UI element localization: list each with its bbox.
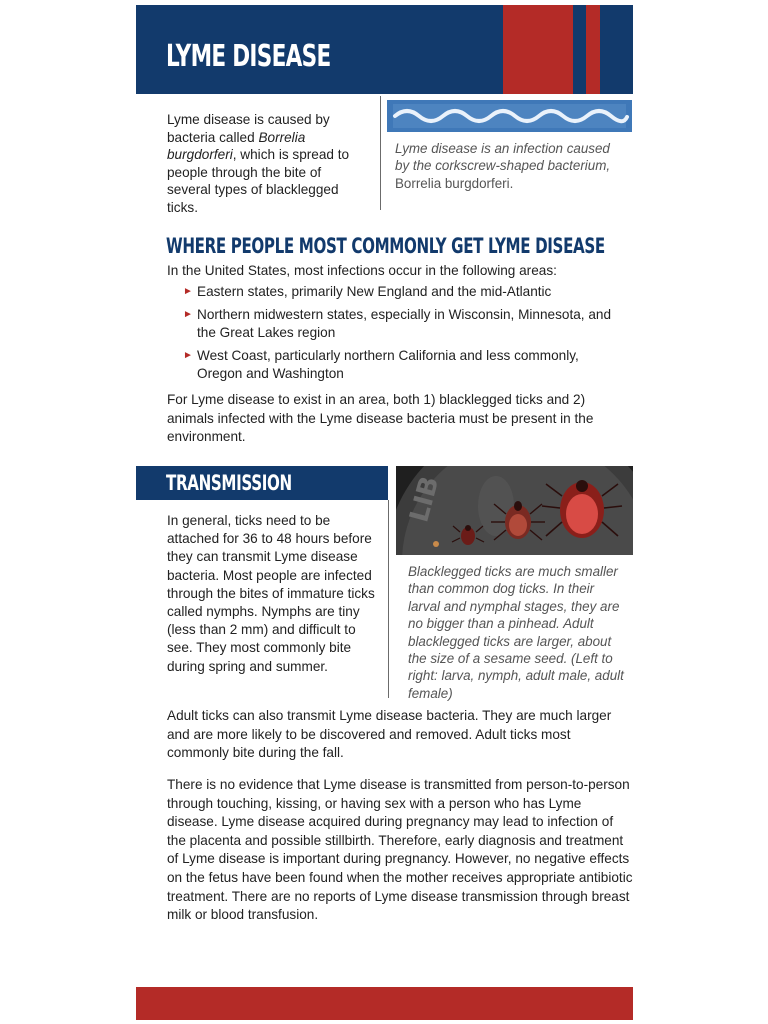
intro-text: Lyme disease is caused by bacteria called <box>167 112 330 145</box>
caption-species: Borrelia burgdorferi. <box>395 175 514 191</box>
list-item-text: Eastern states, primarily New England and the mid-Atlantic <box>197 284 552 299</box>
region-list <box>183 283 613 388</box>
fact-sheet <box>136 0 633 1024</box>
coin-lettering: LIB <box>404 473 446 526</box>
list-item <box>183 306 613 343</box>
banner-stripe-narrow <box>586 5 600 94</box>
bullet-arrow-icon: ► <box>183 349 193 361</box>
intro-paragraph <box>167 111 367 217</box>
transmission-paragraph: In general, ticks need to be attached for 36 to 48 hours before they can transmit Lyme disease bacteria. Most people are infected through the bites of immature ticks called nymphs. Nymphs are tiny (less than 2 mm) and difficult to see. They most commonly bite during spring and summer. <box>167 513 375 674</box>
ticks-svg <box>396 466 633 555</box>
section-heading-transmission: TRANSMISSION <box>166 471 292 495</box>
bullet-arrow-icon: ► <box>183 286 193 297</box>
bacterium-svg <box>387 100 632 132</box>
species-name: Borrelia burgdorferi <box>167 129 306 163</box>
ticks-caption: Blacklegged ticks are much smaller than common dog ticks. In their larval and nymphal stages, they are no bigger than a pinhead. Adult blacklegged ticks are larger, about the size of a sesame seed. (Left to right: larva, nymph, adult male, adult female) <box>408 564 624 701</box>
section-heading-where: WHERE PEOPLE MOST COMMONLY GET LYME DISEASE <box>166 234 605 258</box>
caption-text: Lyme disease is an infection caused by the corkscrew-shaped bacterium, <box>395 141 611 174</box>
footer-bar <box>136 987 633 1020</box>
bullet-arrow-icon: ► <box>183 308 193 320</box>
list-item-text: West Coast, particularly northern California and less commonly, Oregon and Washington <box>197 347 579 382</box>
bacterium-caption <box>395 140 615 192</box>
pregnancy-paragraph: There is no evidence that Lyme disease is transmitted from person-to-person through touching, kissing, or having sex with a person who has Lyme disease. Lyme disease acquired during pregnancy may lead to infection of the placenta and possible stillbirth. Therefore, early diagnosis and treatment of Lyme disease is important during pregnancy. However, no negative effects on the fetus have been found when the mother receives appropriate antibiotic treatment. There are no reports of Lyme disease transmission through breast milk or blood transfusion. <box>167 777 633 923</box>
list-item-text: Northern midwestern states, especially in Wisconsin, Minnesota, and the Great Lakes region <box>197 306 612 341</box>
transmission-banner <box>136 466 388 500</box>
banner-stripe-wide <box>503 5 573 94</box>
where-lead: In the United States, most infections occur in the following areas: <box>167 263 557 278</box>
intro-divider <box>380 96 381 210</box>
bacterium-image <box>387 100 632 132</box>
list-item <box>183 283 613 302</box>
page-title: LYME DISEASE <box>166 39 331 74</box>
intro-text-end: , which is spread to people through the bite of several types of blacklegged ticks. <box>167 147 350 215</box>
where-closing: For Lyme disease to exist in an area, both 1) blacklegged ticks and 2) animals infected with the Lyme disease bacteria must be present in the environment. <box>167 392 594 445</box>
list-item <box>183 347 613 384</box>
title-banner <box>136 5 633 94</box>
transmission-divider <box>388 500 389 698</box>
adult-ticks-paragraph: Adult ticks can also transmit Lyme disease bacteria. They are much larger and are more likely to be discovered and removed. Adult ticks most commonly bite during the fall. <box>167 708 612 761</box>
ticks-on-coin-image <box>396 466 633 555</box>
